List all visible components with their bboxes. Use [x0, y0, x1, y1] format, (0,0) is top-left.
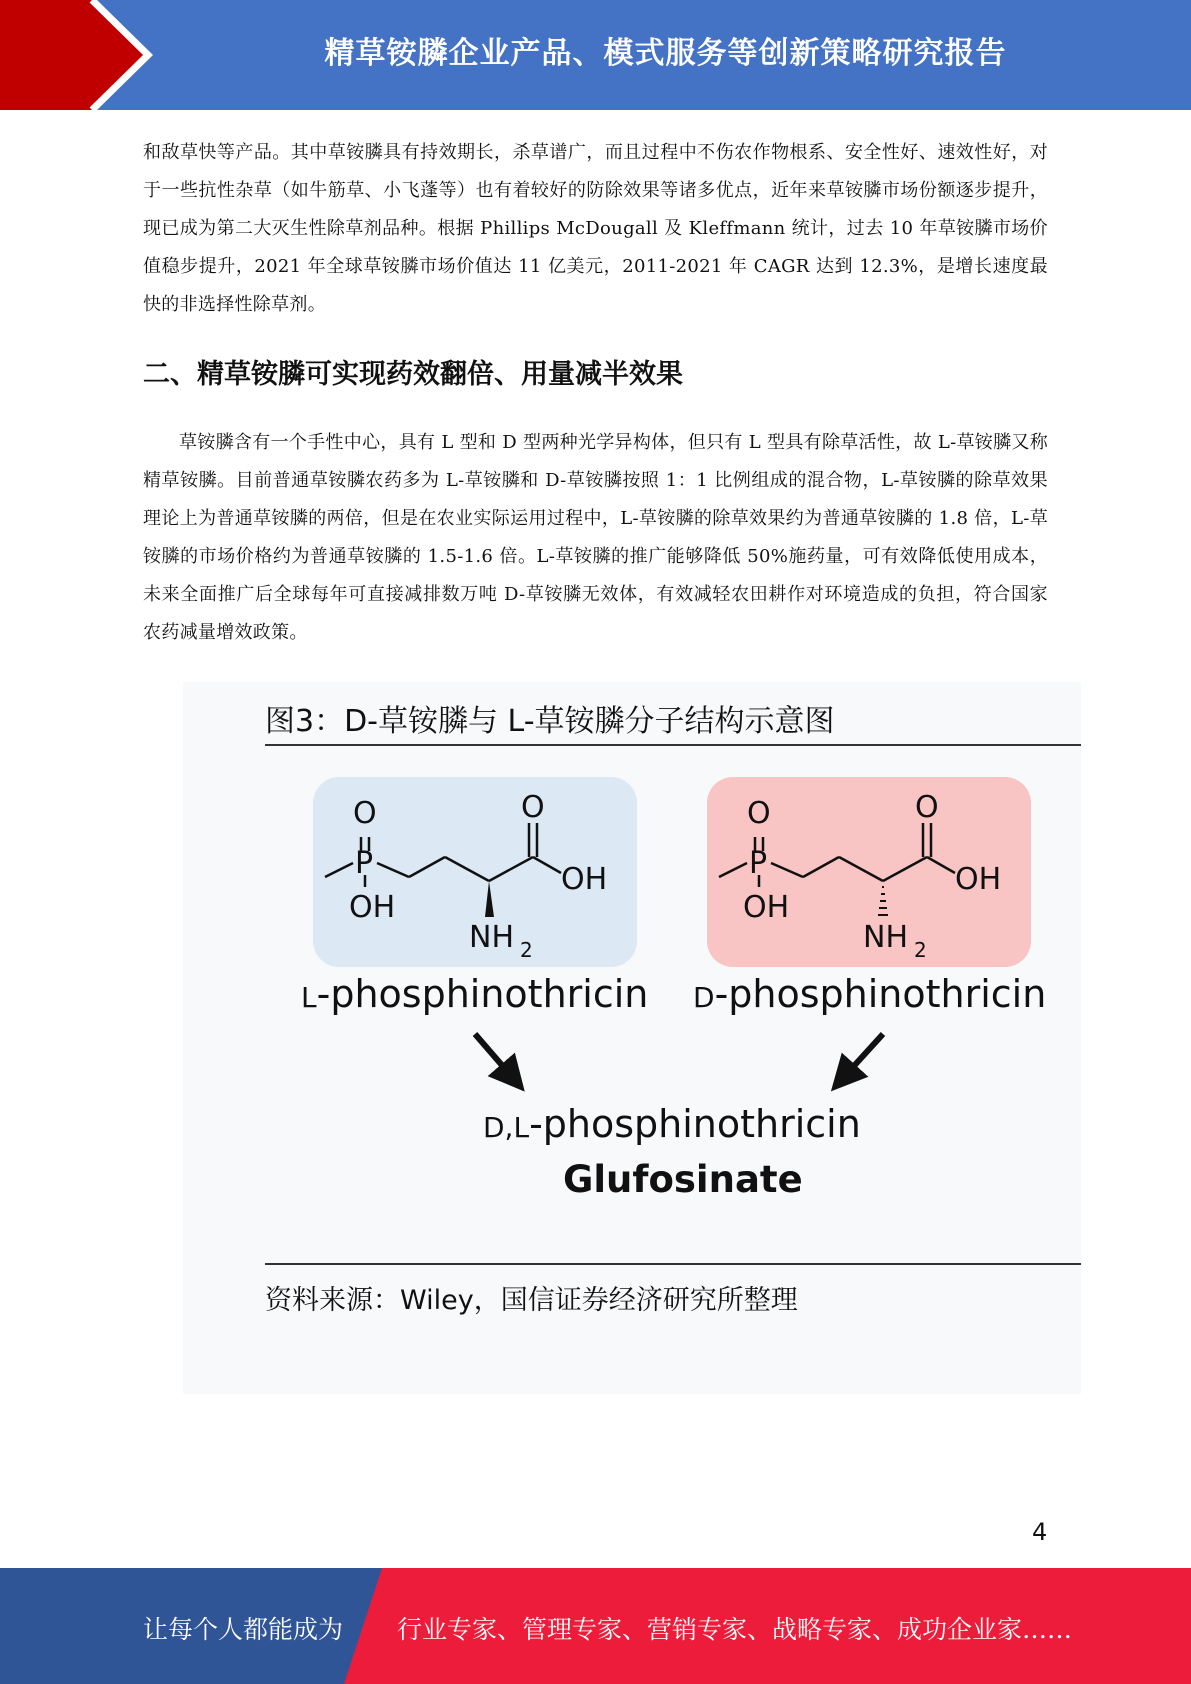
paragraph-1: 和敌草快等产品。其中草铵膦具有持效期长，杀草谱广，而且过程中不伤农作物根系、安全性好、速效性好，对于一些抗性杂草（如牛筋草、小飞蓬等）也有着较好的防除效果等诸多优点，近年来草铵膦市场份额逐步提升，现已成为第二大灭生性除草剂品种。根据 Phillips McDougall 及 Kleffmann 统计，过去 10 年草铵膦市场价值稳步提升，2021 年全球草铵膦市场价值达 11 亿美元，2011-2021 年 CAGR 达到 12.3%，是增长速度最快的非选择性除草剂。: [143, 142, 1048, 315]
l-atom-oh2: OH: [561, 862, 608, 897]
paragraph-2: 草铵膦含有一个手性中心，具有 L 型和 D 型两种光学异构体，但只有 L 型具有除草活性，故 L-草铵膦又称精草铵膦。目前普通草铵膦农药多为 L-草铵膦和 D-草铵膦按照 1：1 比例组成的混合物，L-草铵膦的除草效果理论上为普通草铵膦的两倍，但是在农业实际运用过程中，L-草铵膦的除草效果约为普通草铵膦的 1.8 倍，L-草铵膦的市场价格约为普通草铵膦的 1.5-1.6 倍。L-草铵膦的推广能够降低 50%施药量，可有效降低使用成本，未来全面推广后全球每年可直接减排数万吨 D-草铵膦无效体，有效减轻农田耕作对环境造成的负担，符合国家农药减量增效政策。: [143, 432, 1048, 643]
figure-rule-top: [265, 744, 1081, 746]
d-phosphinothricin-label: [693, 972, 1046, 1016]
l-atom-oh1: OH: [349, 890, 396, 925]
l-atom-o2: O: [521, 790, 545, 825]
dl-suffix: -phosphinothricin: [529, 1102, 861, 1146]
l-prefix: L: [301, 981, 317, 1014]
figure-title: 图3：D-草铵膦与 L-草铵膦分子结构示意图: [265, 704, 835, 739]
d-atom-p: P: [749, 846, 768, 881]
d-atom-nh: NH: [863, 920, 908, 955]
header-chevron-decoration: [0, 0, 160, 110]
d-prefix: D: [693, 981, 715, 1014]
figure-rule-bottom: [265, 1263, 1081, 1265]
l-atom-sub2: 2: [520, 938, 533, 962]
footer-banner: [0, 1568, 1191, 1684]
l-molecule-drawing: [313, 777, 637, 967]
footer-slogan-left: 让每个人都能成为: [143, 1615, 344, 1644]
l-suffix: -phosphinothricin: [316, 972, 649, 1016]
header-title: 精草铵膦企业产品、模式服务等创新策略研究报告: [324, 36, 1007, 71]
section-heading: 二、精草铵膦可实现药效翻倍、用量减半效果: [143, 359, 683, 390]
l-atom-nh: NH: [469, 920, 514, 955]
d-atom-sub2: 2: [914, 938, 927, 962]
left-arrow-icon: [475, 1034, 513, 1078]
dl-phosphinothricin-label: [483, 1102, 861, 1146]
glufosinate-label: Glufosinate: [563, 1158, 803, 1201]
d-molecule-drawing: [707, 777, 1031, 967]
mixing-arrows: [183, 1022, 1081, 1102]
footer-slogan-right: 行业专家、管理专家、营销专家、战略专家、成功企业家……: [397, 1615, 1073, 1644]
page-number: 4: [1032, 1518, 1048, 1546]
l-atom-p: P: [355, 846, 374, 881]
d-atom-o2: O: [915, 790, 939, 825]
l-atom-o1: O: [353, 796, 377, 831]
l-phosphinothricin-structure: [313, 777, 637, 967]
right-arrow-icon: [843, 1034, 883, 1078]
d-atom-oh1: OH: [743, 890, 790, 925]
figure-source: 资料来源：Wiley，国信证券经济研究所整理: [265, 1285, 798, 1316]
l-phosphinothricin-label: [301, 972, 648, 1016]
figure-3: [183, 682, 1081, 1394]
d-suffix: -phosphinothricin: [714, 972, 1047, 1016]
dl-prefix: D,L: [483, 1111, 530, 1144]
d-atom-oh2: OH: [955, 862, 1002, 897]
header-banner: [0, 0, 1191, 110]
d-atom-o1: O: [747, 796, 771, 831]
d-phosphinothricin-structure: [707, 777, 1031, 967]
